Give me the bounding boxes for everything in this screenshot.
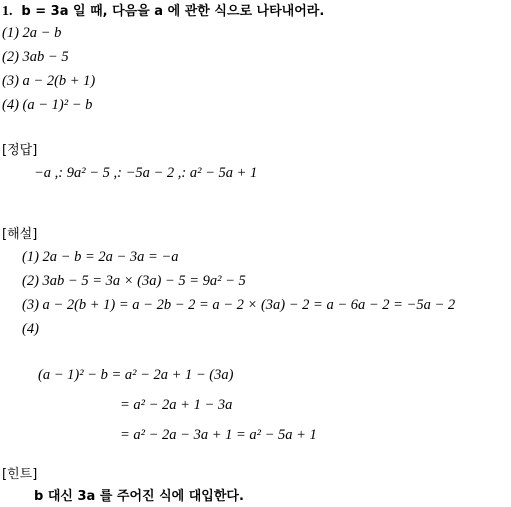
question-header <box>2 2 324 21</box>
answer-text: −a ,: 9a² − 5 ,: −5a − 2 ,: a² − 5a + 1 <box>34 165 258 181</box>
explanation-line-2: (2) 3ab − 5 = 3a × (3a) − 5 = 9a² − 5 <box>22 273 246 289</box>
question-item-3: (3) a − 2(b + 1) <box>2 73 96 89</box>
question-number: 1. <box>2 4 13 19</box>
question-item-1: (1) 2a − b <box>2 25 62 41</box>
explanation-line-1: (1) 2a − b = 2a − 3a = −a <box>22 249 179 265</box>
derivation-line-2: = a² − 2a + 1 − 3a <box>120 397 233 413</box>
question-stem: b = 3a 일 때, 다음을 a 에 관한 식으로 나타내어라. <box>21 4 325 19</box>
hint-text: b 대신 3a 를 주어진 식에 대입한다. <box>34 489 244 504</box>
explanation-line-4: (4) <box>22 321 39 337</box>
derivation-line-1: (a − 1)² − b = a² − 2a + 1 − (3a) <box>38 367 234 383</box>
derivation-line-3: = a² − 2a − 3a + 1 = a² − 5a + 1 <box>120 427 317 443</box>
explanation-heading: [해설] <box>2 227 38 242</box>
answer-heading: [정답] <box>2 143 38 158</box>
question-item-4: (4) (a − 1)² − b <box>2 97 93 113</box>
explanation-line-3: (3) a − 2(b + 1) = a − 2b − 2 = a − 2 × (3a) − 2 = a − 6a − 2 = −5a − 2 <box>22 297 456 313</box>
question-item-2: (2) 3ab − 5 <box>2 49 69 65</box>
hint-heading: [힌트] <box>2 467 38 482</box>
